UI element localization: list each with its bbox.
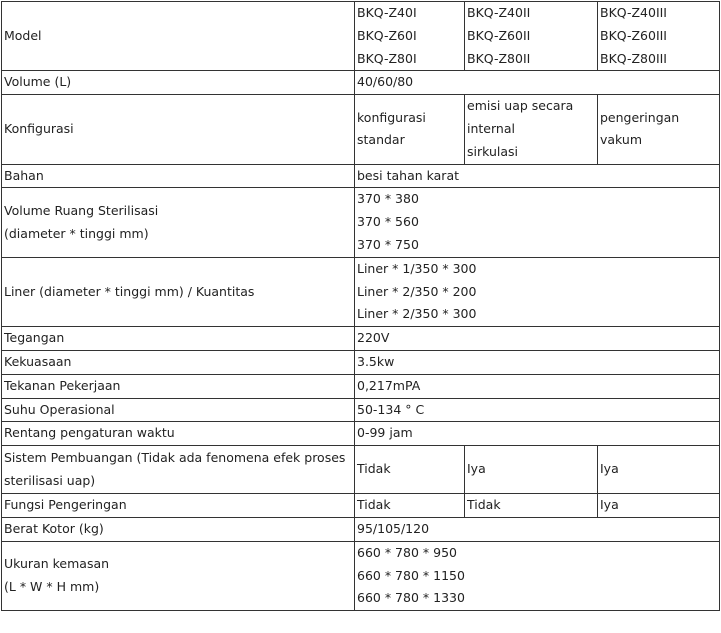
row-label-line: (diameter * tinggi mm): [4, 225, 149, 241]
model-type-ii-cell: [465, 2, 598, 71]
config-text: pengeringan: [600, 109, 680, 125]
config-type-iii-cell: [598, 95, 720, 164]
row-label-line: Volume Ruang Sterilisasi: [4, 202, 159, 218]
model-code: BKQ-Z40III: [600, 5, 667, 20]
table-row-fungsi-pengeringan: [2, 494, 720, 518]
row-label: Suhu Operasional: [2, 398, 355, 422]
value-line: 370 * 560: [357, 214, 419, 230]
config-type-ii-cell: [465, 95, 598, 164]
row-value: [355, 257, 720, 326]
model-code: BKQ-Z80I: [357, 50, 417, 66]
value-line: 660 * 780 * 950: [357, 544, 457, 560]
row-cell: Iya: [465, 446, 598, 494]
row-label: [2, 541, 355, 610]
row-label-line: sterilisasi uap): [4, 472, 96, 488]
model-code: BKQ-Z40I: [357, 5, 417, 20]
row-label: Tekanan Pekerjaan: [2, 374, 355, 398]
row-label: Konfigurasi: [2, 95, 355, 164]
row-label: Kekuasaan: [2, 350, 355, 374]
row-label: [2, 188, 355, 257]
row-label: Liner (diameter * tinggi mm) / Kuantitas: [2, 257, 355, 326]
row-label-line: (L * W * H mm): [4, 578, 100, 594]
model-code: BKQ-Z80II: [467, 50, 531, 66]
table-row-model: [2, 2, 720, 71]
value-line: Liner * 1/350 * 300: [357, 260, 477, 276]
model-code: BKQ-Z60III: [600, 27, 667, 43]
row-value: [355, 541, 720, 610]
model-code: BKQ-Z60II: [467, 27, 531, 43]
table-row-suhu: [2, 398, 720, 422]
table-row-sistem-pembuangan: [2, 446, 720, 494]
row-value: 0,217mPA: [355, 374, 720, 398]
row-cell: Tidak: [465, 494, 598, 518]
value-line: 370 * 750: [357, 236, 419, 252]
row-cell: Iya: [598, 446, 720, 494]
model-type-iii-cell: [598, 2, 720, 71]
config-text: emisi uap secara: [467, 98, 574, 114]
row-label-line: Ukuran kemasan: [4, 556, 110, 572]
value-line: 370 * 380: [357, 191, 419, 207]
row-value: 0-99 jam: [355, 422, 720, 446]
row-value: 50-134 ° C: [355, 398, 720, 422]
row-label: Rentang pengaturan waktu: [2, 422, 355, 446]
row-value: 95/105/120: [355, 517, 720, 541]
row-label: Bahan: [2, 164, 355, 188]
table-row-volume-ruang: [2, 188, 720, 257]
table-row-tegangan: [2, 327, 720, 351]
value-line: 660 * 780 * 1150: [357, 567, 465, 583]
row-value: 3.5kw: [355, 350, 720, 374]
model-type-i-cell: [355, 2, 465, 71]
table-row-kekuasaan: [2, 350, 720, 374]
row-label-line: Sistem Pembuangan (Tidak ada fenomena efek proses: [4, 449, 346, 465]
row-label: Berat Kotor (kg): [2, 517, 355, 541]
config-text: konfigurasi: [357, 109, 426, 125]
value-line: Liner * 2/350 * 200: [357, 283, 477, 299]
row-label: Model: [2, 2, 355, 71]
row-value: [355, 188, 720, 257]
row-label: Tegangan: [2, 327, 355, 351]
row-label: Fungsi Pengeringan: [2, 494, 355, 518]
spec-table: [1, 1, 720, 611]
row-label: [2, 446, 355, 494]
table-row-liner: [2, 257, 720, 326]
row-value: 220V: [355, 327, 720, 351]
value-line: Liner * 2/350 * 300: [357, 306, 477, 322]
config-text: standar: [357, 132, 405, 148]
config-text: sirkulasi: [467, 143, 519, 159]
row-cell: Tidak: [355, 494, 465, 518]
table-row-ukuran-kemasan: [2, 541, 720, 610]
table-row-tekanan: [2, 374, 720, 398]
table-row-bahan: [2, 164, 720, 188]
row-cell: Iya: [598, 494, 720, 518]
table-row-volume: [2, 71, 720, 95]
row-cell: Tidak: [355, 446, 465, 494]
row-value: besi tahan karat: [355, 164, 720, 188]
config-text: vakum: [600, 132, 643, 148]
config-text: internal: [467, 120, 515, 136]
model-code: BKQ-Z60I: [357, 27, 417, 43]
table-row-konfigurasi: [2, 95, 720, 164]
value-line: 660 * 780 * 1330: [357, 590, 465, 606]
model-code: BKQ-Z40II: [467, 5, 531, 20]
model-code: BKQ-Z80III: [600, 50, 667, 66]
row-value: 40/60/80: [355, 71, 720, 95]
table-row-berat-kotor: [2, 517, 720, 541]
config-type-i-cell: [355, 95, 465, 164]
row-label: Volume (L): [2, 71, 355, 95]
table-row-rentang-waktu: [2, 422, 720, 446]
